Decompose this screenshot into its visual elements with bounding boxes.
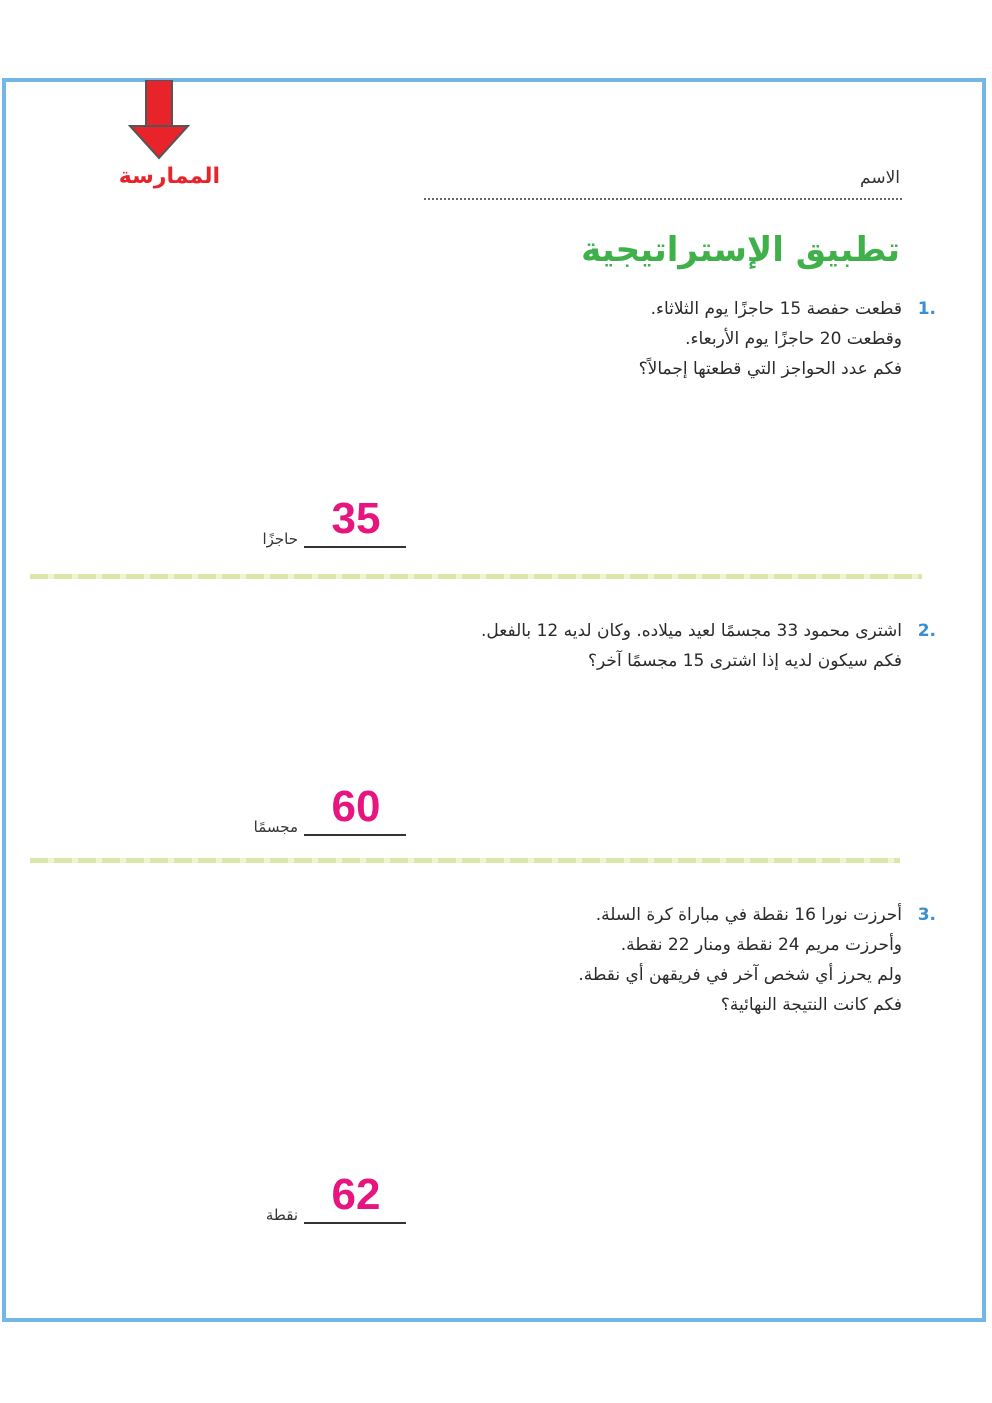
page-title: تطبيق الإستراتيجية (581, 230, 900, 270)
answer-1 (222, 494, 412, 550)
section-divider (30, 574, 922, 579)
answer-2 (222, 782, 412, 838)
question-line: وأحرزت مريم 24 نقطة ومنار 22 نقطة. (620, 935, 902, 955)
answer-unit: نقطة (265, 1206, 298, 1224)
question-line: فكم كانت النتيجة النهائية؟ (720, 995, 902, 1015)
question-line: أحرزت نورا 16 نقطة في مباراة كرة السلة. (595, 905, 902, 925)
question-3 (578, 900, 936, 1020)
question-number: 3. (917, 905, 936, 925)
answer-line (304, 1222, 406, 1224)
question-line: فكم سيكون لديه إذا اشترى 15 مجسمًا آخر؟ (588, 651, 902, 671)
answer-value[interactable]: 62 (331, 1170, 381, 1219)
name-label: الاسم (860, 168, 900, 188)
answer-line (304, 546, 406, 548)
question-line: قطعت حفصة 15 حاجزًا يوم الثلاثاء. (650, 299, 902, 319)
question-line: فكم عدد الحواجز التي قطعتها إجمالاً؟ (638, 359, 902, 379)
question-number: 2. (917, 621, 936, 641)
answer-line (304, 834, 406, 836)
answer-unit: مجسمًا (253, 818, 298, 836)
answer-3 (222, 1170, 412, 1226)
question-line: اشترى محمود 33 مجسمًا لعيد ميلاده. وكان لديه 12 بالفعل. (480, 621, 902, 641)
arrow-down-icon (128, 80, 190, 160)
question-line: ولم يحرز أي شخص آخر في فريقهن أي نقطة. (578, 965, 902, 985)
section-divider (30, 858, 900, 863)
question-2 (480, 616, 936, 676)
question-line: وقطعت 20 حاجزًا يوم الأربعاء. (685, 329, 902, 349)
answer-value[interactable]: 35 (331, 494, 381, 543)
question-1 (638, 294, 936, 384)
practice-label: الممارسة (118, 164, 220, 189)
answer-unit: حاجزًا (262, 530, 298, 548)
copyright-note (950, 985, 964, 1245)
answer-value[interactable]: 60 (331, 782, 381, 831)
question-number: 1. (917, 299, 936, 319)
name-field-line[interactable] (424, 198, 902, 200)
